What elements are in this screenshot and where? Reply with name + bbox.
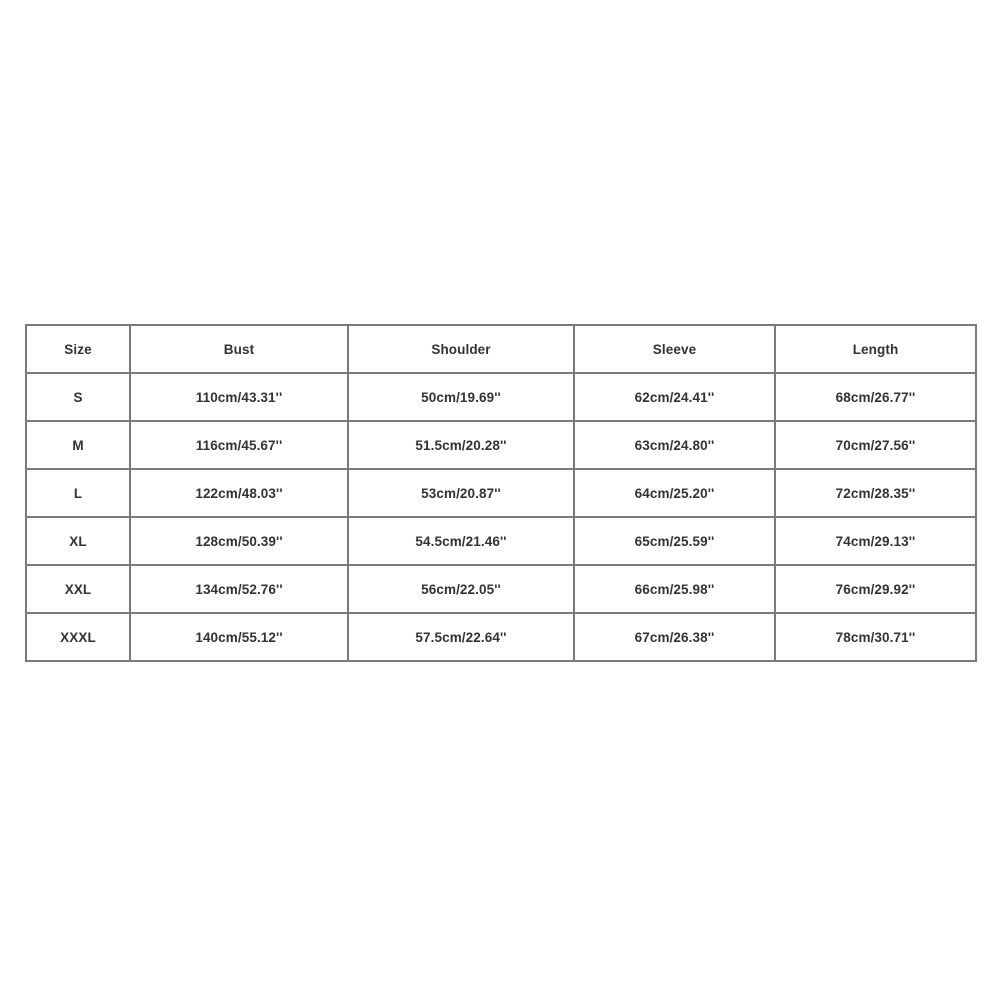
bust-cell: 140cm/55.12''	[130, 613, 348, 661]
sleeve-cell: 65cm/25.59''	[574, 517, 775, 565]
bust-cell: 122cm/48.03''	[130, 469, 348, 517]
sleeve-cell: 67cm/26.38''	[574, 613, 775, 661]
table-row	[26, 613, 976, 661]
sleeve-cell: 62cm/24.41''	[574, 373, 775, 421]
bust-cell: 134cm/52.76''	[130, 565, 348, 613]
shoulder-cell: 50cm/19.69''	[348, 373, 574, 421]
sleeve-cell: 64cm/25.20''	[574, 469, 775, 517]
length-cell: 68cm/26.77''	[775, 373, 976, 421]
header-length: Length	[775, 325, 976, 373]
size-cell: M	[26, 421, 130, 469]
bust-cell: 116cm/45.67''	[130, 421, 348, 469]
size-cell: L	[26, 469, 130, 517]
size-cell: XXL	[26, 565, 130, 613]
shoulder-cell: 51.5cm/20.28''	[348, 421, 574, 469]
table-header-row	[26, 325, 976, 373]
length-cell: 72cm/28.35''	[775, 469, 976, 517]
table-row	[26, 565, 976, 613]
length-cell: 76cm/29.92''	[775, 565, 976, 613]
length-cell: 70cm/27.56''	[775, 421, 976, 469]
table-row	[26, 421, 976, 469]
header-bust: Bust	[130, 325, 348, 373]
length-cell: 74cm/29.13''	[775, 517, 976, 565]
size-cell: XL	[26, 517, 130, 565]
header-size: Size	[26, 325, 130, 373]
header-sleeve: Sleeve	[574, 325, 775, 373]
table-row	[26, 373, 976, 421]
bust-cell: 110cm/43.31''	[130, 373, 348, 421]
shoulder-cell: 57.5cm/22.64''	[348, 613, 574, 661]
table-row	[26, 469, 976, 517]
size-cell: S	[26, 373, 130, 421]
bust-cell: 128cm/50.39''	[130, 517, 348, 565]
length-cell: 78cm/30.71''	[775, 613, 976, 661]
sleeve-cell: 63cm/24.80''	[574, 421, 775, 469]
shoulder-cell: 54.5cm/21.46''	[348, 517, 574, 565]
size-cell: XXXL	[26, 613, 130, 661]
sleeve-cell: 66cm/25.98''	[574, 565, 775, 613]
size-chart-table	[25, 324, 977, 662]
table-row	[26, 517, 976, 565]
header-shoulder: Shoulder	[348, 325, 574, 373]
shoulder-cell: 56cm/22.05''	[348, 565, 574, 613]
shoulder-cell: 53cm/20.87''	[348, 469, 574, 517]
